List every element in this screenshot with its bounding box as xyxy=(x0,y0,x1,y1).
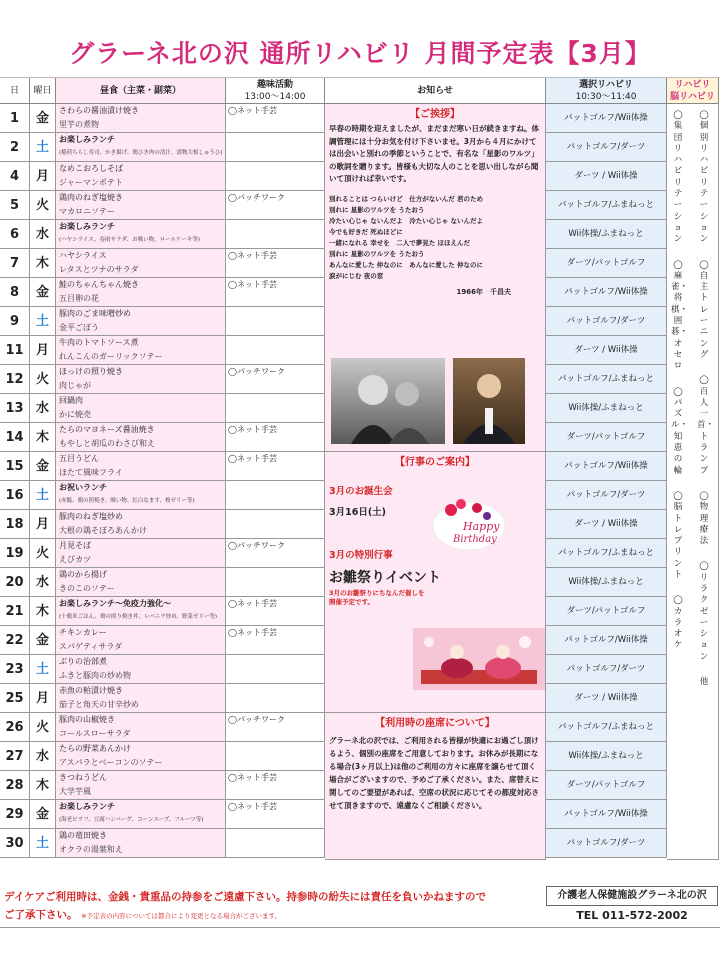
hobby-cell xyxy=(226,481,325,510)
hobby-cell: ◯ネット手芸 xyxy=(226,249,325,278)
cake-text-happy: Happy xyxy=(463,520,500,533)
hobby-cell: ◯パッチワーク xyxy=(226,539,325,568)
weekday-cell: 土 xyxy=(30,133,56,162)
select-rehab-cell: ダーツ / Wii体操 xyxy=(546,336,667,365)
footer-note: ※予定表の内容については都合により変更となる場合がございます。 xyxy=(81,912,281,920)
meal-cell xyxy=(56,452,226,481)
meal-cell xyxy=(56,742,226,771)
special-event: お雛祭りイベント xyxy=(329,570,441,586)
weekday-cell: 火 xyxy=(30,191,56,220)
select-rehab-cell: パットゴルフ/Wii体操 xyxy=(546,800,667,829)
poem-line: 別れに 星影のワルツを うたおう xyxy=(329,249,425,258)
hobby-cell xyxy=(226,568,325,597)
day-cell: 6 xyxy=(0,220,30,249)
hobby-cell xyxy=(226,336,325,365)
day-cell: 22 xyxy=(0,626,30,655)
select-rehab-cell: パットゴルフ/Wii体操 xyxy=(546,452,667,481)
select-rehab-cell: パットゴルフ/ふまねっと xyxy=(546,191,667,220)
select-rehab-cell: ダーツ/パットゴルフ xyxy=(546,423,667,452)
meal-side: コールスローサラダ xyxy=(59,729,131,738)
birthday-date: 3月16日(土) xyxy=(329,507,387,518)
weekday-cell: 火 xyxy=(30,365,56,394)
day-cell: 27 xyxy=(0,742,30,771)
day-cell: 16 xyxy=(0,481,30,510)
weekday-cell: 月 xyxy=(30,684,56,713)
day-cell: 12 xyxy=(0,365,30,394)
poem-line: 一緒になれる 幸せを 二人で夢見た ほほえんだ xyxy=(329,238,471,247)
weekday-cell: 土 xyxy=(30,829,56,858)
meal-side: 肉じゃが xyxy=(59,381,91,390)
special-desc: 3月のお雛祭りにちなんだ催しを開催予定です。 xyxy=(329,589,425,606)
meal-side: レタスとツナのサラダ xyxy=(59,265,139,274)
header-weekday xyxy=(30,78,56,104)
meal-side: れんこんのガーリックソテー xyxy=(59,352,163,361)
meal-main: 赤魚の粕漬け焼き xyxy=(59,686,123,695)
header-day xyxy=(0,78,30,104)
hobby-cell xyxy=(226,162,325,191)
meal-side: スパゲティサラダ xyxy=(59,642,123,651)
meal-cell xyxy=(56,104,226,133)
header-notice-label: お知らせ xyxy=(417,86,453,96)
header-rehab xyxy=(667,78,719,104)
poem-line: 涙がにじむ 夜の窓 xyxy=(329,271,384,280)
meal-cell xyxy=(56,684,226,713)
meal-main: 鶏肉のねぎ塩焼き xyxy=(59,193,123,202)
meal-main: 豚肉の山椒焼き xyxy=(59,715,115,724)
meal-main: お楽しみランチ xyxy=(59,222,115,231)
meal-side: 大学芋風 xyxy=(59,787,91,796)
meal-main: たらのマヨネーズ醤油焼き xyxy=(59,425,155,434)
meal-cell xyxy=(56,365,226,394)
meal-main: ハヤシライス xyxy=(59,251,107,260)
hobby-cell xyxy=(226,394,325,423)
day-cell: 23 xyxy=(0,655,30,684)
meal-side: えびカツ xyxy=(59,555,91,564)
footer-warning-cont xyxy=(4,907,281,922)
meal-cell xyxy=(56,249,226,278)
poem-line: あんなに愛した 仲なのに あんなに愛した 仲なのに xyxy=(329,260,484,269)
hobby-cell: ◯ネット手芸 xyxy=(226,626,325,655)
weekday-cell: 土 xyxy=(30,481,56,510)
meal-cell xyxy=(56,423,226,452)
meal-side: ふきと豚肉の炒め物 xyxy=(59,671,131,680)
meal-side: 大根の鶏そぼろあんかけ xyxy=(59,526,147,535)
weekday-cell: 金 xyxy=(30,104,56,133)
day-cell: 9 xyxy=(0,307,30,336)
meal-side: 五目卵の花 xyxy=(59,294,99,303)
day-cell: 5 xyxy=(0,191,30,220)
hobby-cell: ◯パッチワーク xyxy=(226,365,325,394)
meal-main: 五目うどん xyxy=(59,454,99,463)
meal-cell xyxy=(56,510,226,539)
weekday-cell: 金 xyxy=(30,278,56,307)
header-select xyxy=(546,78,667,104)
meal-main: さわらの醤油漬け焼き xyxy=(59,106,139,115)
meal-main: 豚肉のごま味噌炒め xyxy=(59,309,131,318)
seat-section xyxy=(325,713,546,860)
select-rehab-cell: ダーツ / Wii体操 xyxy=(546,510,667,539)
day-cell: 8 xyxy=(0,278,30,307)
weekday-cell: 月 xyxy=(30,162,56,191)
meal-cell xyxy=(56,829,226,858)
seat-body: グラーネ北の沢では、ご利用される皆様が快適にお過ごし頂けるよう、個別の座席をご用意しております。お休みが長期になる場合(3ヶ月以上)は他のご利用の方々に座席を譲らせて頂く場合がございますので、予めご了承ください。また、席替えに関してのご要望があれば、空席の状況に応じてその都度対応させて頂きますので、遠慮なくご相談ください。 xyxy=(329,736,539,810)
meal-main: 鶏の竜田焼き xyxy=(59,831,107,840)
select-rehab-cell: ダーツ / Wii体操 xyxy=(546,684,667,713)
select-rehab-cell: パットゴルフ/ダーツ xyxy=(546,307,667,336)
meal-main: ほっけの照り焼き xyxy=(59,367,123,376)
events-section xyxy=(325,452,546,713)
rehab-right-column xyxy=(697,110,715,688)
meal-side: ほたて風味フライ xyxy=(59,468,123,477)
hina-dolls-image xyxy=(413,628,545,690)
meal-cell xyxy=(56,336,226,365)
day-cell: 20 xyxy=(0,568,30,597)
hobby-cell xyxy=(226,742,325,771)
day-cell: 25 xyxy=(0,684,30,713)
header-select-label: 選択リハビリ xyxy=(579,80,633,90)
select-rehab-cell: パットゴルフ/ダーツ xyxy=(546,481,667,510)
meal-cell xyxy=(56,597,226,626)
meal-cell xyxy=(56,771,226,800)
rehab-item: ◯自主トレーニング xyxy=(699,259,709,360)
hobby-cell xyxy=(226,684,325,713)
singer-photos xyxy=(331,356,541,448)
weekday-cell: 木 xyxy=(30,423,56,452)
meal-side: もやしと胡瓜のわさび和え xyxy=(59,439,155,448)
rehab-item: ◯麻雀・将棋・囲碁・オセロ xyxy=(671,259,689,372)
meal-side: 茄子と角天の甘辛炒め xyxy=(59,700,139,709)
rehab-item: ◯個別リハビリテーション xyxy=(699,110,709,245)
weekday-cell: 木 xyxy=(30,597,56,626)
day-cell: 11 xyxy=(0,336,30,365)
greeting-section xyxy=(325,104,546,452)
weekday-cell: 水 xyxy=(30,568,56,597)
day-cell: 29 xyxy=(0,800,30,829)
meal-side: かに焼売 xyxy=(59,410,91,419)
meal-main: 鶏のから揚げ xyxy=(59,570,107,579)
meal-main: たらの野菜あんかけ xyxy=(59,744,131,753)
day-cell: 28 xyxy=(0,771,30,800)
meal-side: (ハヤシライス、春雨サラダ、お吸い物、ロールケーキ等) xyxy=(59,237,201,243)
weekday-cell: 月 xyxy=(30,336,56,365)
meal-side: (赤飯、鶏の照焼き、吸い物、紅白なます、桜ゼリー等) xyxy=(59,498,195,504)
footer-warning: デイケアご利用時は、金銭・貴重品の持参をご遠慮下さい。持参時の紛失には責任を負いかねますので xyxy=(4,891,487,903)
page-title: グラーネ北の沢 通所リハビリ 月間予定表【3月】 xyxy=(69,39,651,68)
footer-warning-line2: ご了承下さい。 xyxy=(4,909,78,921)
select-rehab-cell: パットゴルフ/ダーツ xyxy=(546,655,667,684)
day-cell: 13 xyxy=(0,394,30,423)
hobby-cell: ◯パッチワーク xyxy=(226,713,325,742)
day-cell: 4 xyxy=(0,162,30,191)
meal-cell xyxy=(56,220,226,249)
day-cell: 26 xyxy=(0,713,30,742)
header-hobby-time: 13:00～14:00 xyxy=(244,92,306,102)
meal-main: ぶりの治部煮 xyxy=(59,657,107,666)
weekday-cell: 火 xyxy=(30,713,56,742)
meal-side: マカロニソテー xyxy=(59,207,115,216)
weekday-cell: 木 xyxy=(30,249,56,278)
day-cell: 30 xyxy=(0,829,30,858)
header-day-label: 日 xyxy=(9,86,19,96)
hobby-cell: ◯ネット手芸 xyxy=(226,771,325,800)
select-rehab-cell: Wii体操/ふまねっと xyxy=(546,742,667,771)
select-rehab-cell: ダーツ/パットゴルフ xyxy=(546,771,667,800)
day-cell: 15 xyxy=(0,452,30,481)
birthday-cake-icon xyxy=(429,492,509,554)
header-notice xyxy=(325,78,546,104)
hobby-cell xyxy=(226,220,325,249)
poem-lyrics xyxy=(329,194,541,282)
hobby-cell xyxy=(226,307,325,336)
meal-main: 鮭のちゃんちゃん焼き xyxy=(59,280,139,289)
hobby-cell xyxy=(226,829,325,858)
meal-cell xyxy=(56,162,226,191)
select-rehab-cell: パットゴルフ/ふまねっと xyxy=(546,365,667,394)
header-brain-rehab-label: 脳リハビリ xyxy=(670,92,715,102)
special-title: 3月の特別行事 xyxy=(329,550,393,561)
hobby-cell: ◯ネット手芸 xyxy=(226,423,325,452)
meal-side: きのこのソテー xyxy=(59,584,115,593)
facility-name: 介護老人保健施設グラーネ北の沢 xyxy=(546,886,718,906)
meal-cell xyxy=(56,191,226,220)
meal-main: きつねうどん xyxy=(59,773,107,782)
meal-cell xyxy=(56,307,226,336)
hobby-cell: ◯ネット手芸 xyxy=(226,452,325,481)
hobby-cell xyxy=(226,133,325,162)
weekday-cell: 水 xyxy=(30,742,56,771)
select-rehab-cell: パットゴルフ/Wii体操 xyxy=(546,278,667,307)
poem-line: 冷たい心じゃ ないんだよ 冷たい心じゃ ないんだよ xyxy=(329,216,484,225)
meal-main: 月見そば xyxy=(59,541,91,550)
hobby-cell: ◯ネット手芸 xyxy=(226,800,325,829)
select-rehab-cell: Wii体操/ふまねっと xyxy=(546,220,667,249)
poem-credit: 1966年 千昌夫 xyxy=(456,287,511,296)
header-hobby xyxy=(226,78,325,104)
select-rehab-cell: Wii体操/ふまねっと xyxy=(546,394,667,423)
rehab-item: ◯百人一首・トランプ xyxy=(697,375,715,476)
events-title: 【行事のご案内】 xyxy=(395,457,475,468)
header-rehab-label: リハビリ xyxy=(674,80,711,90)
weekday-cell: 月 xyxy=(30,510,56,539)
rehab-activity-list xyxy=(667,104,719,860)
select-rehab-cell: パットゴルフ/ダーツ xyxy=(546,133,667,162)
meal-cell xyxy=(56,713,226,742)
hobby-cell: ◯パッチワーク xyxy=(226,191,325,220)
meal-cell xyxy=(56,626,226,655)
facility-tel: TEL 011-572-2002 xyxy=(576,909,688,922)
meal-side: (稲荷ちらし寿司、かき揚げ、鶏ひき肉の清汁、漬物大根しゅうひ) xyxy=(59,150,223,156)
day-cell: 14 xyxy=(0,423,30,452)
day-cell: 7 xyxy=(0,249,30,278)
meal-side: 金平ごぼう xyxy=(59,323,99,332)
meal-main: 牛肉のトマトソース煮 xyxy=(59,338,139,347)
weekday-cell: 水 xyxy=(30,220,56,249)
hobby-cell xyxy=(226,510,325,539)
cake-text-birthday: Birthday xyxy=(453,534,497,545)
meal-main: なめこおろしそば xyxy=(59,164,123,173)
rehab-item: ◯パズル・知恵の輪 xyxy=(671,386,689,476)
meal-cell xyxy=(56,278,226,307)
day-cell: 18 xyxy=(0,510,30,539)
greeting-title: 【ご挨拶】 xyxy=(410,109,460,120)
rehab-item: ◯リラクゼーション xyxy=(699,561,709,662)
meal-main: 豚肉のねぎ塩炒め xyxy=(59,512,123,521)
hobby-cell: ◯ネット手芸 xyxy=(226,597,325,626)
day-cell: 19 xyxy=(0,539,30,568)
meal-cell xyxy=(56,655,226,684)
select-rehab-cell: ダーツ / Wii体操 xyxy=(546,162,667,191)
meal-side: (十穀米ごはん、鶏の照り焼き丼、レバニラ炒め、野菜ゼリー等) xyxy=(59,614,218,620)
rehab-item: ◯カラオケ xyxy=(673,595,683,651)
select-rehab-cell: パットゴルフ/ダーツ xyxy=(546,829,667,858)
header-weekday-label: 曜日 xyxy=(33,86,52,96)
day-cell: 21 xyxy=(0,597,30,626)
meal-main: お楽しみランチ xyxy=(59,802,115,811)
select-rehab-cell: パットゴルフ/ふまねっと xyxy=(546,713,667,742)
select-rehab-cell: パットゴルフ/Wii体操 xyxy=(546,626,667,655)
select-rehab-cell: パットゴルフ/Wii体操 xyxy=(546,104,667,133)
weekday-cell: 金 xyxy=(30,800,56,829)
day-cell: 1 xyxy=(0,104,30,133)
weekday-cell: 土 xyxy=(30,655,56,684)
meal-side: (海老ピラフ、豆腐ハンバーグ、コーンスープ、フルーツ等) xyxy=(59,817,204,823)
weekday-cell: 水 xyxy=(30,394,56,423)
hobby-cell xyxy=(226,655,325,684)
meal-side: アスパラとベーコンのソテー xyxy=(59,758,163,767)
poem-line: 別れることは つらいけど 仕方がないんだ 君のため xyxy=(329,194,484,203)
meal-cell xyxy=(56,568,226,597)
rehab-item: ◯脳トレプリント xyxy=(673,490,683,580)
meal-cell xyxy=(56,800,226,829)
meal-main: お楽しみランチ xyxy=(59,135,115,144)
select-rehab-cell: ダーツ/パットゴルフ xyxy=(546,597,667,626)
hobby-cell: ◯ネット手芸 xyxy=(226,278,325,307)
meal-main: チキンカレー xyxy=(59,628,107,637)
select-rehab-cell: パットゴルフ/ふまねっと xyxy=(546,539,667,568)
meal-side: オクラの湯葉和え xyxy=(59,845,123,854)
hobby-cell: ◯ネット手芸 xyxy=(226,104,325,133)
meal-cell xyxy=(56,481,226,510)
meal-main: お楽しみランチ～免疫力強化～ xyxy=(59,599,171,608)
weekday-cell: 金 xyxy=(30,452,56,481)
seat-title: 【利用時の座席について】 xyxy=(375,718,495,729)
day-cell: 2 xyxy=(0,133,30,162)
meal-cell xyxy=(56,394,226,423)
select-rehab-cell: Wii体操/ふまねっと xyxy=(546,568,667,597)
rehab-item: ◯物理療法 xyxy=(699,490,709,547)
meal-cell xyxy=(56,539,226,568)
rehab-left-column xyxy=(671,110,689,652)
poem-line: 今でも好きだ 死ぬほどに xyxy=(329,227,403,236)
weekday-cell: 金 xyxy=(30,626,56,655)
header-meal-label: 昼食（主菜・副菜） xyxy=(99,86,181,96)
meal-main: 回鍋肉 xyxy=(59,396,83,405)
header-select-time: 10:30～11:40 xyxy=(575,92,637,102)
select-rehab-cell: ダーツ/パットゴルフ xyxy=(546,249,667,278)
weekday-cell: 火 xyxy=(30,539,56,568)
rehab-item: 他 xyxy=(699,677,709,688)
header-meal xyxy=(56,78,226,104)
poem-line: 別れに 星影のワルツを うたおう xyxy=(329,205,425,214)
bottom-divider xyxy=(0,927,720,928)
birthday-title: 3月のお誕生会 xyxy=(329,486,393,497)
weekday-cell: 木 xyxy=(30,771,56,800)
meal-main: お祝いランチ xyxy=(59,483,107,492)
meal-cell xyxy=(56,133,226,162)
greeting-body: 早春の時期を迎えましたが、まだまだ寒い日が続きますね。体調管理には十分お気を付け下さいませ。3月から４月にかけては出会いと別れの季節ということで、有名な「星影のワルツ」の歌詞を贈ります。皆様も大切な人のことを思い出しながら聞いて頂ければ幸いです。 xyxy=(329,124,539,183)
meal-side: ジャーマンポテト xyxy=(59,178,123,187)
header-hobby-label: 趣味活動 xyxy=(256,80,293,90)
meal-side: 里芋の煮物 xyxy=(59,120,99,129)
rehab-item: ◯集団リハビリテーション xyxy=(673,110,683,245)
weekday-cell: 土 xyxy=(30,307,56,336)
